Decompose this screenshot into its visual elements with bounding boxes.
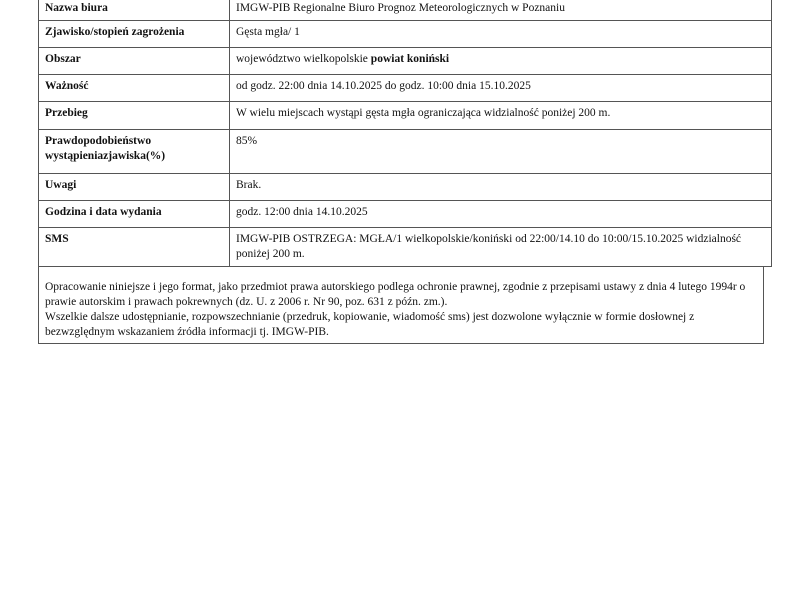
row-value: 85% <box>230 130 772 174</box>
area-region-text: województwo wielkopolskie <box>236 53 371 65</box>
row-label: Uwagi <box>39 174 230 201</box>
table-row-course <box>39 102 772 130</box>
table-row-probability <box>39 130 772 174</box>
copyright-notice <box>38 267 764 344</box>
table-row-issue-time <box>39 201 772 228</box>
row-label: Prawdopodobieństwo wystąpieniazjawiska(%) <box>39 130 230 174</box>
sharing-paragraph: Wszelkie dalsze udostępnianie, rozpowszechnianie (przedruk, kopiowanie, wiadomość sms) jest dozwolone wyłącznie w formie dosłownej z bezwzględnym wskazaniem źródła informacji tj. IMGW-PIB. <box>45 311 695 338</box>
row-label: SMS <box>39 228 230 267</box>
row-label: Przebieg <box>39 102 230 130</box>
row-value: IMGW-PIB OSTRZEGA: MGŁA/1 wielkopolskie/koniński od 22:00/14.10 do 10:00/15.10.2025 widzialność poniżej 200 m. <box>230 228 772 267</box>
row-value: od godz. 22:00 dnia 14.10.2025 do godz. 10:00 dnia 15.10.2025 <box>230 75 772 102</box>
table-row-remarks <box>39 174 772 201</box>
row-value <box>230 48 772 75</box>
row-value: godz. 12:00 dnia 14.10.2025 <box>230 201 772 228</box>
row-label: Ważność <box>39 75 230 102</box>
copyright-paragraph: Opracowanie niniejsze i jego format, jako przedmiot prawa autorskiego podlega ochronie prawnej, zgodnie z przepisami ustawy z dnia 4 lutego 1994r o prawie autorskim i prawach pokrewnych (dz. U. z 2006 r. Nr 90, poz. 631 z późn. zm.). <box>45 281 746 308</box>
table-row-phenomenon <box>39 21 772 48</box>
row-label: Godzina i data wydania <box>39 201 230 228</box>
table-row-area <box>39 48 772 75</box>
row-label: Obszar <box>39 48 230 75</box>
row-value: W wielu miejscach wystąpi gęsta mgła ograniczająca widzialność poniżej 200 m. <box>230 102 772 130</box>
row-label: Nazwa biura <box>39 0 230 21</box>
row-value: Gęsta mgła/ 1 <box>230 21 772 48</box>
table-row-sms <box>39 228 772 267</box>
row-value: IMGW-PIB Regionalne Biuro Prognoz Meteorologicznych w Poznaniu <box>230 0 772 21</box>
warning-document <box>38 0 764 344</box>
row-value: Brak. <box>230 174 772 201</box>
area-district-text: powiat koniński <box>370 53 450 65</box>
table-row-validity <box>39 75 772 102</box>
row-label: Zjawisko/stopień zagrożenia <box>39 21 230 48</box>
warning-table <box>38 0 772 267</box>
table-row-office <box>39 0 772 21</box>
